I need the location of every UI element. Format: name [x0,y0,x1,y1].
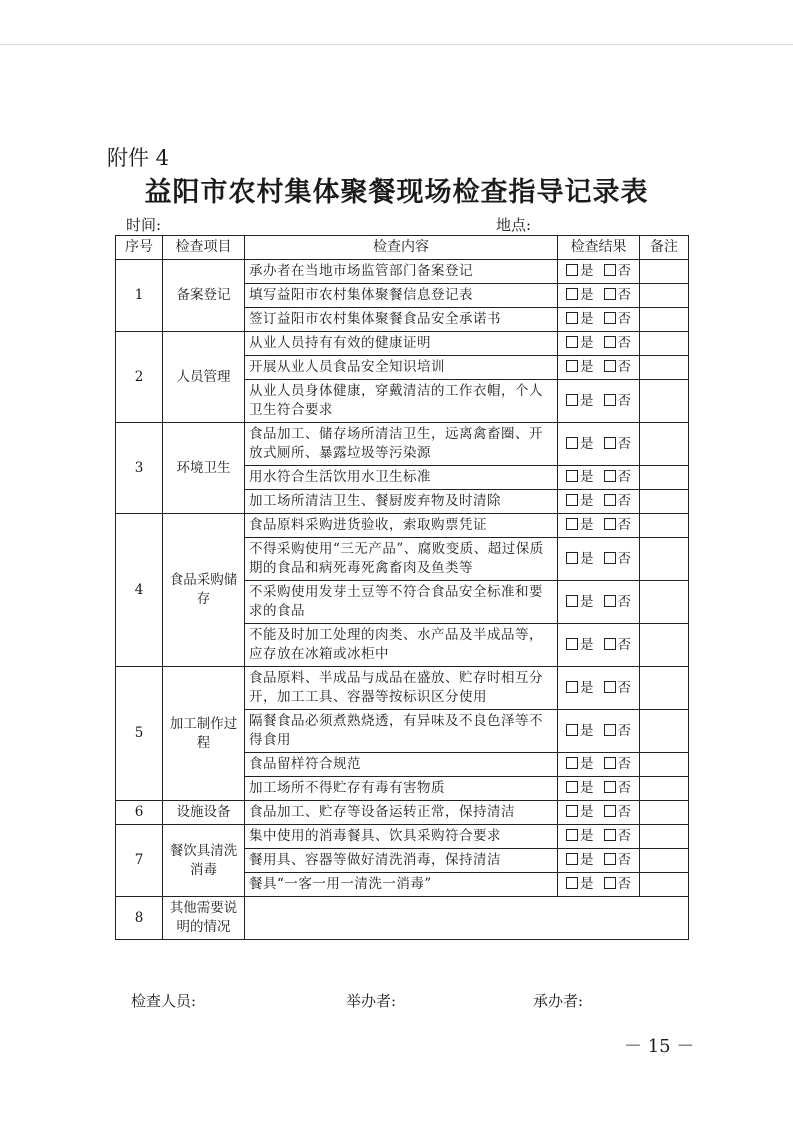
section-item: 食品采购储存 [163,514,245,667]
yes-checkbox[interactable] [566,394,578,406]
no-checkbox[interactable] [604,552,616,564]
check-content: 填写益阳市农村集体聚餐信息登记表 [245,284,558,308]
remark-cell[interactable] [640,332,689,356]
yes-label: 是 [580,593,594,610]
header-item: 检查项目 [163,236,245,260]
table-row [116,667,689,710]
yes-checkbox[interactable] [566,757,578,769]
no-checkbox[interactable] [604,264,616,276]
check-content: 开展从业人员食品安全知识培训 [245,356,558,380]
no-label: 否 [617,435,631,452]
remark-cell[interactable] [640,380,689,423]
no-label: 否 [617,517,631,533]
remark-cell[interactable] [640,284,689,308]
no-label: 否 [617,679,631,696]
no-checkbox[interactable] [604,877,616,889]
header-result: 检查结果 [558,236,640,260]
no-checkbox[interactable] [604,781,616,793]
yes-label: 是 [580,828,594,844]
check-result [558,260,640,284]
header-no: 序号 [116,236,163,260]
place-label: 地点: [496,216,532,234]
top-rule [0,44,793,45]
yes-checkbox[interactable] [566,552,578,564]
section-item: 餐饮具清洗消毒 [163,825,245,897]
table-header-row [116,236,689,260]
section-no: 6 [116,801,163,825]
section-item: 人员管理 [163,332,245,423]
check-result [558,514,640,538]
yes-label: 是 [580,550,594,567]
yes-checkbox[interactable] [566,724,578,736]
inspector-label: 检查人员: [131,992,197,1010]
table-row [116,260,689,284]
yes-label: 是 [580,493,594,509]
check-result [558,581,640,624]
no-label: 否 [617,263,631,279]
check-result [558,490,640,514]
remark-cell[interactable] [640,825,689,849]
check-result [558,332,640,356]
yes-checkbox[interactable] [566,781,578,793]
remark-cell[interactable] [640,873,689,897]
section-item: 其他需要说明的情况 [163,897,245,940]
check-result [558,423,640,466]
yes-checkbox[interactable] [566,518,578,530]
check-content: 不能及时加工处理的肉类、水产品及半成品等，应存放在冰箱或冰柜中 [245,624,558,667]
yes-label: 是 [580,263,594,279]
check-content: 不得采购使用“三无产品”、腐败变质、超过保质期的食品和病死毒死禽畜肉及鱼类等 [245,538,558,581]
remark-cell[interactable] [640,423,689,466]
check-content: 承办者在当地市场监管部门备案登记 [245,260,558,284]
yes-checkbox[interactable] [566,288,578,300]
remark-cell[interactable] [640,514,689,538]
no-label: 否 [617,311,631,327]
no-checkbox[interactable] [604,757,616,769]
yes-label: 是 [580,756,594,772]
inspection-table [115,235,689,940]
remark-cell[interactable] [640,356,689,380]
remark-cell[interactable] [640,801,689,825]
check-content: 食品加工、储存场所清洁卫生，远离禽畜圈、开放式厕所、暴露垃圾等污染源 [245,423,558,466]
check-result [558,466,640,490]
no-checkbox[interactable] [604,853,616,865]
no-label: 否 [617,287,631,303]
check-content: 不采购使用发芽土豆等不符合食品安全标准和要求的食品 [245,581,558,624]
attachment-label: 附件 4 [107,146,170,170]
yes-checkbox[interactable] [566,829,578,841]
no-label: 否 [617,636,631,653]
no-checkbox[interactable] [604,595,616,607]
remark-cell[interactable] [640,849,689,873]
check-content: 食品留样符合规范 [245,753,558,777]
no-label: 否 [617,469,631,485]
no-label: 否 [617,804,631,820]
section-item: 加工制作过程 [163,667,245,801]
check-result [558,710,640,753]
yes-label: 是 [580,469,594,485]
check-content: 隔餐食品必须煮熟烧透，有异味及不良色泽等不得食用 [245,710,558,753]
yes-label: 是 [580,311,594,327]
header-content: 检查内容 [245,236,558,260]
check-result [558,284,640,308]
remark-cell[interactable] [640,490,689,514]
no-checkbox[interactable] [604,336,616,348]
table-row [116,825,689,849]
table-row [116,423,689,466]
section-no: 5 [116,667,163,801]
page-title: 益阳市农村集体聚餐现场检查指导记录表 [144,177,649,208]
table-row [116,801,689,825]
section-no: 2 [116,332,163,423]
yes-label: 是 [580,804,594,820]
section-no: 1 [116,260,163,332]
section-no: 8 [116,897,163,940]
check-result [558,825,640,849]
no-checkbox[interactable] [604,805,616,817]
check-result [558,356,640,380]
check-result [558,538,640,581]
table-row [116,897,689,940]
remark-cell[interactable] [640,777,689,801]
yes-checkbox[interactable] [566,360,578,372]
remark-cell[interactable] [640,260,689,284]
no-checkbox[interactable] [604,724,616,736]
check-result [558,849,640,873]
remark-cell[interactable] [640,710,689,753]
yes-label: 是 [580,392,594,409]
yes-label: 是 [580,679,594,696]
no-checkbox[interactable] [604,681,616,693]
yes-checkbox[interactable] [566,264,578,276]
no-label: 否 [617,722,631,739]
check-result [558,801,640,825]
yes-checkbox[interactable] [566,336,578,348]
no-label: 否 [617,876,631,892]
remark-cell[interactable] [640,753,689,777]
section-item: 备案登记 [163,260,245,332]
no-label: 否 [617,359,631,375]
check-result [558,777,640,801]
no-label: 否 [617,852,631,868]
no-checkbox[interactable] [604,312,616,324]
no-label: 否 [617,593,631,610]
table-body [116,260,689,940]
table-row [116,332,689,356]
remark-cell[interactable] [640,466,689,490]
check-result [558,308,640,332]
no-checkbox[interactable] [604,470,616,482]
header-remark: 备注 [640,236,689,260]
check-content: 餐具“一客一用一清洗一消毒” [245,873,558,897]
no-checkbox[interactable] [604,288,616,300]
no-label: 否 [617,392,631,409]
other-notes-cell[interactable] [245,897,689,940]
yes-label: 是 [580,636,594,653]
check-content: 签订益阳市农村集体聚餐食品安全承诺书 [245,308,558,332]
time-label: 时间: [126,216,162,234]
check-content: 加工场所清洁卫生、餐厨废弃物及时清除 [245,490,558,514]
no-checkbox[interactable] [604,437,616,449]
yes-checkbox[interactable] [566,312,578,324]
no-label: 否 [617,335,631,351]
check-result [558,667,640,710]
remark-cell[interactable] [640,667,689,710]
no-checkbox[interactable] [604,360,616,372]
check-content: 餐用具、容器等做好清洗消毒，保持清洁 [245,849,558,873]
table-row [116,514,689,538]
yes-label: 是 [580,876,594,892]
no-label: 否 [617,756,631,772]
yes-label: 是 [580,359,594,375]
no-label: 否 [617,780,631,796]
check-content: 用水符合生活饮用水卫生标准 [245,466,558,490]
yes-checkbox[interactable] [566,805,578,817]
section-no: 7 [116,825,163,897]
yes-checkbox[interactable] [566,638,578,650]
yes-label: 是 [580,335,594,351]
page-number: － 15 － [624,1036,695,1057]
check-result [558,624,640,667]
yes-checkbox[interactable] [566,494,578,506]
check-result [558,380,640,423]
check-content: 食品原料、半成品与成品在盛放、贮存时相互分开，加工工具、容器等按标识区分使用 [245,667,558,710]
yes-label: 是 [580,852,594,868]
remark-cell[interactable] [640,581,689,624]
section-no: 4 [116,514,163,667]
check-content: 集中使用的消毒餐具、饮具采购符合要求 [245,825,558,849]
yes-checkbox[interactable] [566,470,578,482]
yes-checkbox[interactable] [566,877,578,889]
yes-checkbox[interactable] [566,437,578,449]
section-no: 3 [116,423,163,514]
check-content: 加工场所不得贮存有毒有害物质 [245,777,558,801]
check-result [558,753,640,777]
no-checkbox[interactable] [604,494,616,506]
no-checkbox[interactable] [604,638,616,650]
remark-cell[interactable] [640,308,689,332]
check-content: 食品加工、贮存等设备运转正常，保持清洁 [245,801,558,825]
no-label: 否 [617,550,631,567]
yes-label: 是 [580,435,594,452]
section-item: 设施设备 [163,801,245,825]
yes-checkbox[interactable] [566,595,578,607]
no-checkbox[interactable] [604,394,616,406]
section-item: 环境卫生 [163,423,245,514]
yes-label: 是 [580,780,594,796]
check-content: 从业人员身体健康，穿戴清洁的工作衣帽，个人卫生符合要求 [245,380,558,423]
contractor-label: 承办者: [533,992,584,1010]
no-checkbox[interactable] [604,829,616,841]
check-content: 食品原料采购进货验收，索取购票凭证 [245,514,558,538]
yes-label: 是 [580,517,594,533]
no-label: 否 [617,828,631,844]
yes-label: 是 [580,287,594,303]
yes-checkbox[interactable] [566,681,578,693]
remark-cell[interactable] [640,538,689,581]
check-result [558,873,640,897]
organizer-label: 举办者: [346,992,397,1010]
yes-label: 是 [580,722,594,739]
check-content: 从业人员持有有效的健康证明 [245,332,558,356]
remark-cell[interactable] [640,624,689,667]
no-checkbox[interactable] [604,518,616,530]
no-label: 否 [617,493,631,509]
yes-checkbox[interactable] [566,853,578,865]
